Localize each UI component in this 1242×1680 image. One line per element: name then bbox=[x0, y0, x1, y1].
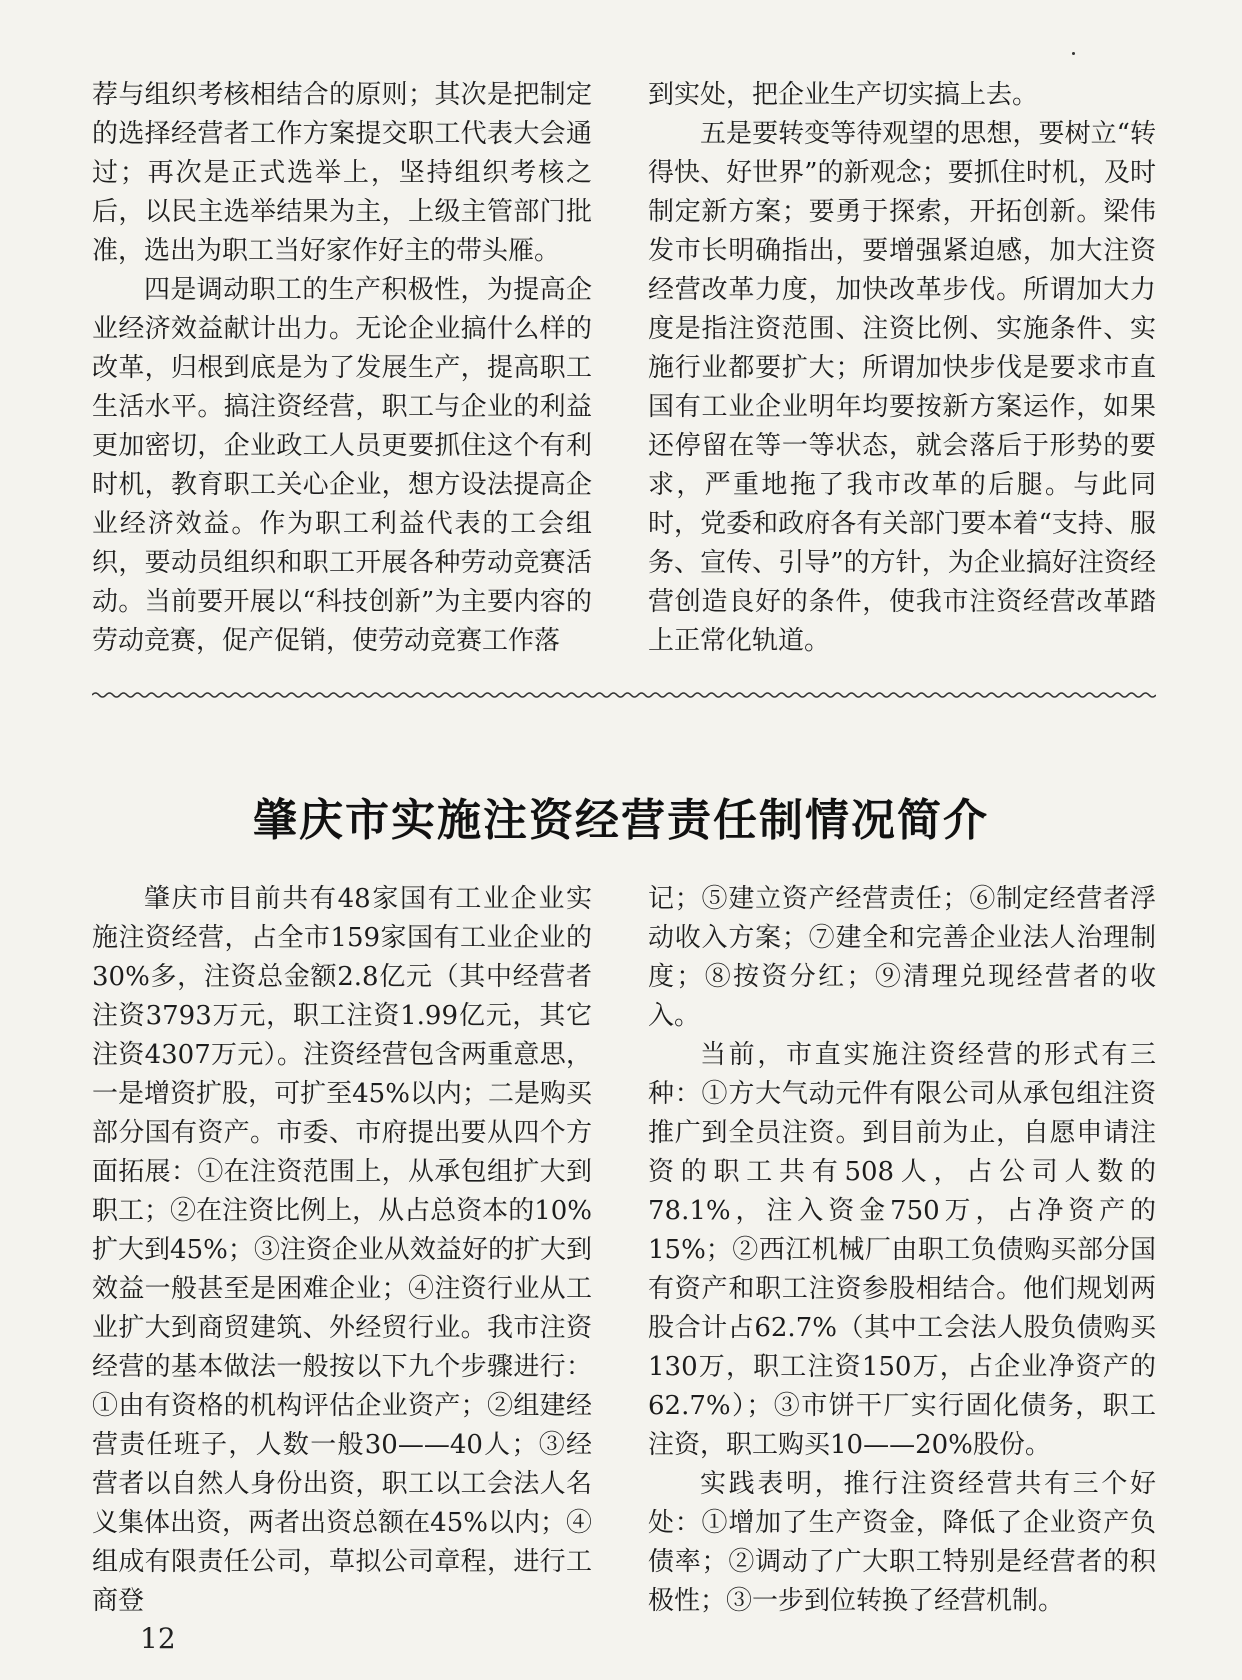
paragraph: 当前，市直实施注资经营的形式有三种：①方大气动元件有限公司从承包组注资推广到全员注资。到目前为止，自愿申请注资的职工共有508人，占公司人数的78.1%，注入资金750万，占净资产的15%；②西江机械厂由职工负债购买部分国有资产和职工注资参股相结合。他们规划两股合计占62.7%（其中工会法人股负债购买130万，职工注资150万，占企业净资产的62.7%）；③市饼干厂实行固化债务，职工注资，职工购买10——20%股份。 bbox=[648, 1040, 1156, 1460]
page-number: 12 bbox=[140, 1622, 176, 1655]
paragraph: 到实处，把企业生产切实搞上去。 bbox=[648, 80, 1039, 110]
top-right-column bbox=[648, 76, 1156, 661]
decorative-wave-divider bbox=[92, 688, 1156, 702]
article-title: 肇庆市实施注资经营责任制情况简介 bbox=[253, 795, 989, 846]
print-speck bbox=[1072, 52, 1075, 55]
bottom-right-column bbox=[648, 880, 1156, 1621]
paragraph: 四是调动职工的生产积极性，为提高企业经济效益献计出力。无论企业搞什么样的改革，归根到底是为了发展生产，提高职工生活水平。搞注资经营，职工与企业的利益更加密切，企业政工人员更要抓住这个有利时机，教育职工关心企业，想方设法提高企业经济效益。作为职工利益代表的工会组织，要动员组织和职工开展各种劳动竞赛活动。当前要开展以“科技创新”为主要内容的劳动竞赛，促产促销，使劳动竞赛工作落 bbox=[92, 275, 592, 656]
paragraph: 记；⑤建立资产经营责任；⑥制定经营者浮动收入方案；⑦建全和完善企业法人治理制度；⑧按资分红；⑨清理兑现经营者的收入。 bbox=[648, 884, 1156, 1031]
top-left-column bbox=[92, 76, 592, 661]
bottom-left-column bbox=[92, 880, 592, 1621]
paragraph: 荐与组织考核相结合的原则；其次是把制定的选择经营者工作方案提交职工代表大会通过；再次是正式选举上，坚持组织考核之后，以民主选举结果为主，上级主管部门批准，选出为职工当好家作好主的带头雁。 bbox=[92, 80, 592, 266]
paragraph: 五是要转变等待观望的思想，要树立“转得快、好世界”的新观念；要抓住时机，及时制定新方案；要勇于探索，开拓创新。梁伟发市长明确指出，要增强紧迫感，加大注资经营改革力度，加快改革步伐。所谓加大力度是指注资范围、注资比例、实施条件、实施行业都要扩大；所谓加快步伐是要求市直国有工业企业明年均要按新方案运作，如果还停留在等一等状态，就会落后于形势的要求，严重地拖了我市改革的后腿。与此同时，党委和政府各有关部门要本着“支持、服务、宣传、引导”的方针，为企业搞好注资经营创造良好的条件，使我市注资经营改革踏上正常化轨道。 bbox=[648, 119, 1156, 656]
paragraph: 肇庆市目前共有48家国有工业企业实施注资经营，占全市159家国有工业企业的30%多，注资总金额2.8亿元（其中经营者注资3793万元，职工注资1.99亿元，其它注资4307万元）。注资经营包含两重意思，一是增资扩股，可扩至45%以内；二是购买部分国有资产。市委、市府提出要从四个方面拓展：①在注资范围上，从承包组扩大到职工；②在注资比例上，从占总资本的10%扩大到45%；③注资企业从效益好的扩大到效益一般甚至是困难企业；④注资行业从工业扩大到商贸建筑、外经贸行业。我市注资经营的基本做法一般按以下九个步骤进行：①由有资格的机构评估企业资产；②组建经营责任班子，人数一般30——40人；③经营者以自然人身份出资，职工以工会法人名义集体出资，两者出资总额在45%以内；④组成有限责任公司，草拟公司章程，进行工商登 bbox=[92, 884, 592, 1616]
paragraph: 实践表明，推行注资经营共有三个好处：①增加了生产资金，降低了企业资产负债率；②调动了广大职工特别是经营者的积极性；③一步到位转换了经营机制。 bbox=[648, 1469, 1156, 1616]
